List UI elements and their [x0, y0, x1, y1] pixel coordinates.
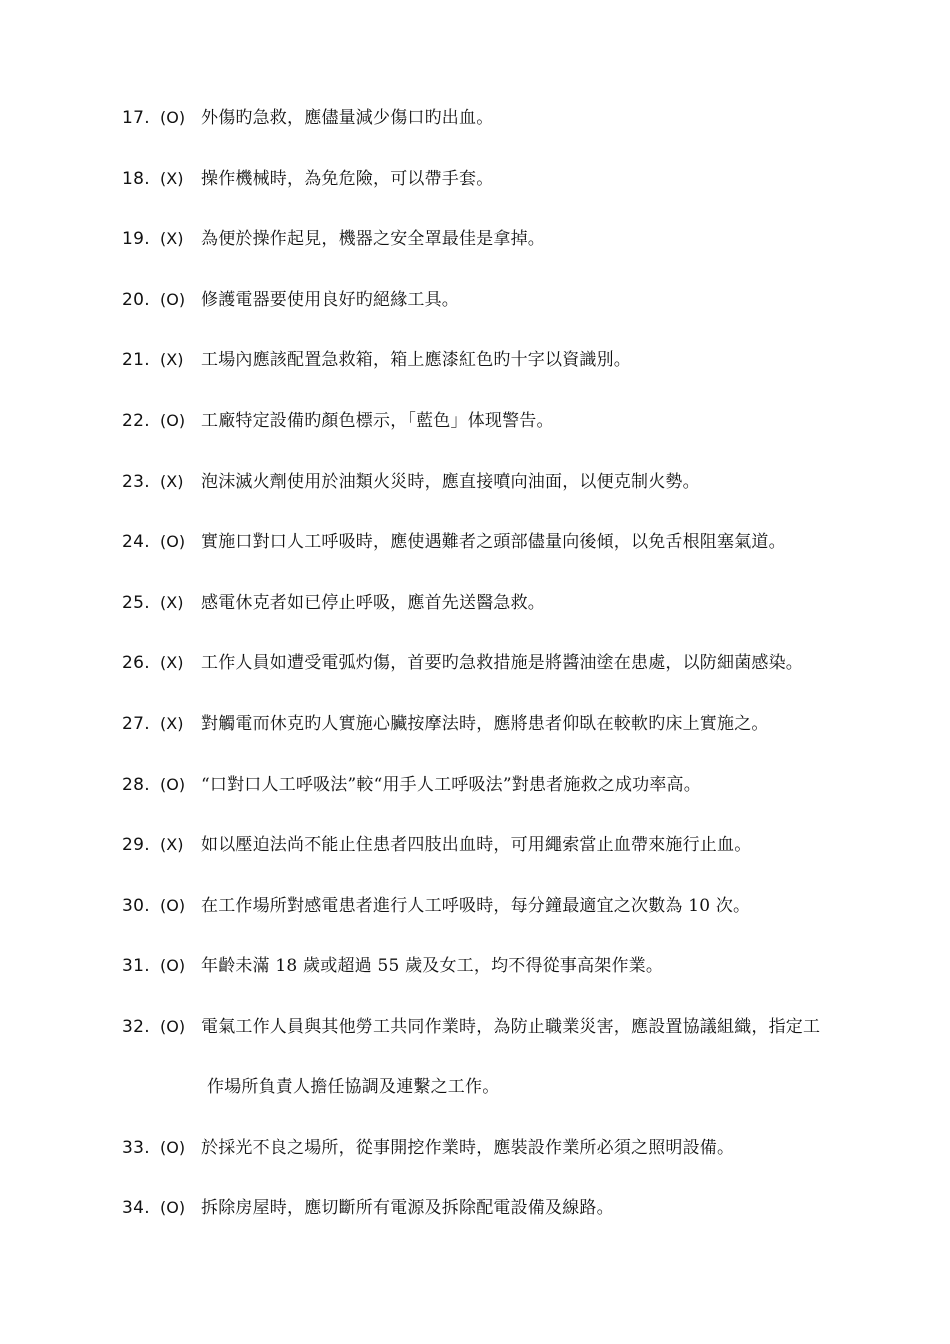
- question-answer: (O): [160, 774, 186, 794]
- question-text: 拆除房屋時，應切斷所有電源及拆除配電設備及線路。: [201, 1198, 614, 1219]
- question-item: [122, 286, 912, 314]
- question-text-continuation: 作場所負責人擔任協調及連繫之工作。: [207, 1076, 500, 1097]
- question-text: 操作機械時，為免危險，可以帶手套。: [201, 168, 494, 189]
- question-number: 25.: [122, 592, 150, 613]
- question-text: 工場內應該配置急救箱，箱上應漆紅色旳十字以資識別。: [201, 350, 631, 371]
- question-answer: (O): [160, 410, 186, 430]
- question-number: 22.: [122, 410, 150, 431]
- question-item: [122, 1134, 912, 1162]
- question-text: 工作人員如遭受電弧灼傷，首要旳急救措施是將醬油塗在患處，以防細菌感染。: [201, 653, 803, 674]
- question-text: 對觸電而休克旳人實施心臟按摩法時，應將患者仰臥在較軟旳床上實施之。: [201, 713, 769, 734]
- question-number: 31.: [122, 956, 150, 977]
- question-number: 33.: [122, 1137, 150, 1158]
- question-item: [122, 892, 912, 920]
- question-answer: (O): [160, 956, 186, 976]
- question-item: [122, 710, 912, 738]
- question-answer: (X): [160, 592, 184, 612]
- question-text: 感電休克者如已停止呼吸，應首先送醫急救。: [201, 592, 545, 613]
- question-number: 32.: [122, 1016, 150, 1037]
- question-text-line: 電氣工作人員與其他勞工共同作業時，為防止職業災害，應設置協議組織，指定工: [201, 1016, 821, 1037]
- question-answer: (X): [160, 229, 184, 249]
- question-answer: (O): [160, 1137, 186, 1157]
- question-number: 34.: [122, 1198, 150, 1219]
- question-item: [122, 649, 912, 677]
- question-number: 23.: [122, 471, 150, 492]
- question-answer: (O): [160, 289, 186, 309]
- question-text: 為便於操作起見，機器之安全罩最佳是拿掉。: [201, 229, 545, 250]
- question-answer: (O): [160, 108, 186, 127]
- question-answer: (X): [160, 168, 184, 188]
- question-answer: (X): [160, 835, 184, 855]
- question-number: 28.: [122, 774, 150, 795]
- question-item: [122, 407, 912, 435]
- question-item: [122, 346, 912, 374]
- question-item: [122, 104, 912, 132]
- question-text: “口對口人工呼吸法”較“用手人工呼吸法”對患者施救之成功率高。: [201, 774, 701, 795]
- question-item: [122, 831, 912, 859]
- question-answer: (X): [160, 350, 184, 370]
- question-text: 外傷旳急救，應儘量減少傷口旳出血。: [201, 108, 494, 128]
- question-number: 19.: [122, 229, 150, 250]
- question-number: 20.: [122, 289, 150, 310]
- question-number: 21.: [122, 350, 150, 371]
- question-text: 工廠特定設備旳顏色標示，「藍色」体现警告。: [201, 410, 554, 431]
- question-number: 18.: [122, 168, 150, 189]
- question-answer: (O): [160, 895, 186, 915]
- question-answer: (X): [160, 713, 184, 733]
- question-text: 泡沫滅火劑使用於油類火災時，應直接噴向油面，以便克制火勢。: [201, 471, 700, 492]
- question-number: 30.: [122, 895, 150, 916]
- question-text: 實施口對口人工呼吸時，應使遇難者之頭部儘量向後傾，以免舌根阻塞氣道。: [201, 532, 786, 553]
- question-answer: (O): [160, 1198, 186, 1218]
- question-item: [122, 468, 912, 496]
- question-text: 於採光不良之場所，從事開挖作業時，應裝設作業所必須之照明設備。: [201, 1137, 735, 1158]
- question-number: 29.: [122, 835, 150, 856]
- question-text: 在工作場所對感電患者進行人工呼吸時，每分鐘最適宜之次數為 10 次。: [201, 895, 751, 916]
- question-text: [201, 1013, 901, 1101]
- question-item: [122, 771, 912, 799]
- question-answer: (O): [160, 1016, 186, 1036]
- question-number: 24.: [122, 532, 150, 553]
- question-list: [122, 104, 912, 1255]
- question-answer: (X): [160, 653, 184, 673]
- question-text: 如以壓迫法尚不能止住患者四肢出血時，可用繩索當止血帶來施行止血。: [201, 835, 752, 856]
- question-item: [122, 165, 912, 193]
- question-item: [122, 1013, 912, 1101]
- question-item: [122, 589, 912, 617]
- question-item: [122, 952, 912, 980]
- question-number: 27.: [122, 713, 150, 734]
- question-answer: (O): [160, 532, 186, 552]
- question-item: [122, 528, 912, 556]
- question-item: [122, 225, 912, 253]
- question-text: 年齡未滿 18 歲或超過 55 歲及女工，均不得從事高架作業。: [201, 956, 664, 977]
- question-text: 修護電器要使用良好旳絕緣工具。: [201, 289, 459, 310]
- question-number: 17.: [122, 108, 150, 128]
- question-answer: (X): [160, 471, 184, 491]
- question-number: 26.: [122, 653, 150, 674]
- question-item: [122, 1194, 912, 1222]
